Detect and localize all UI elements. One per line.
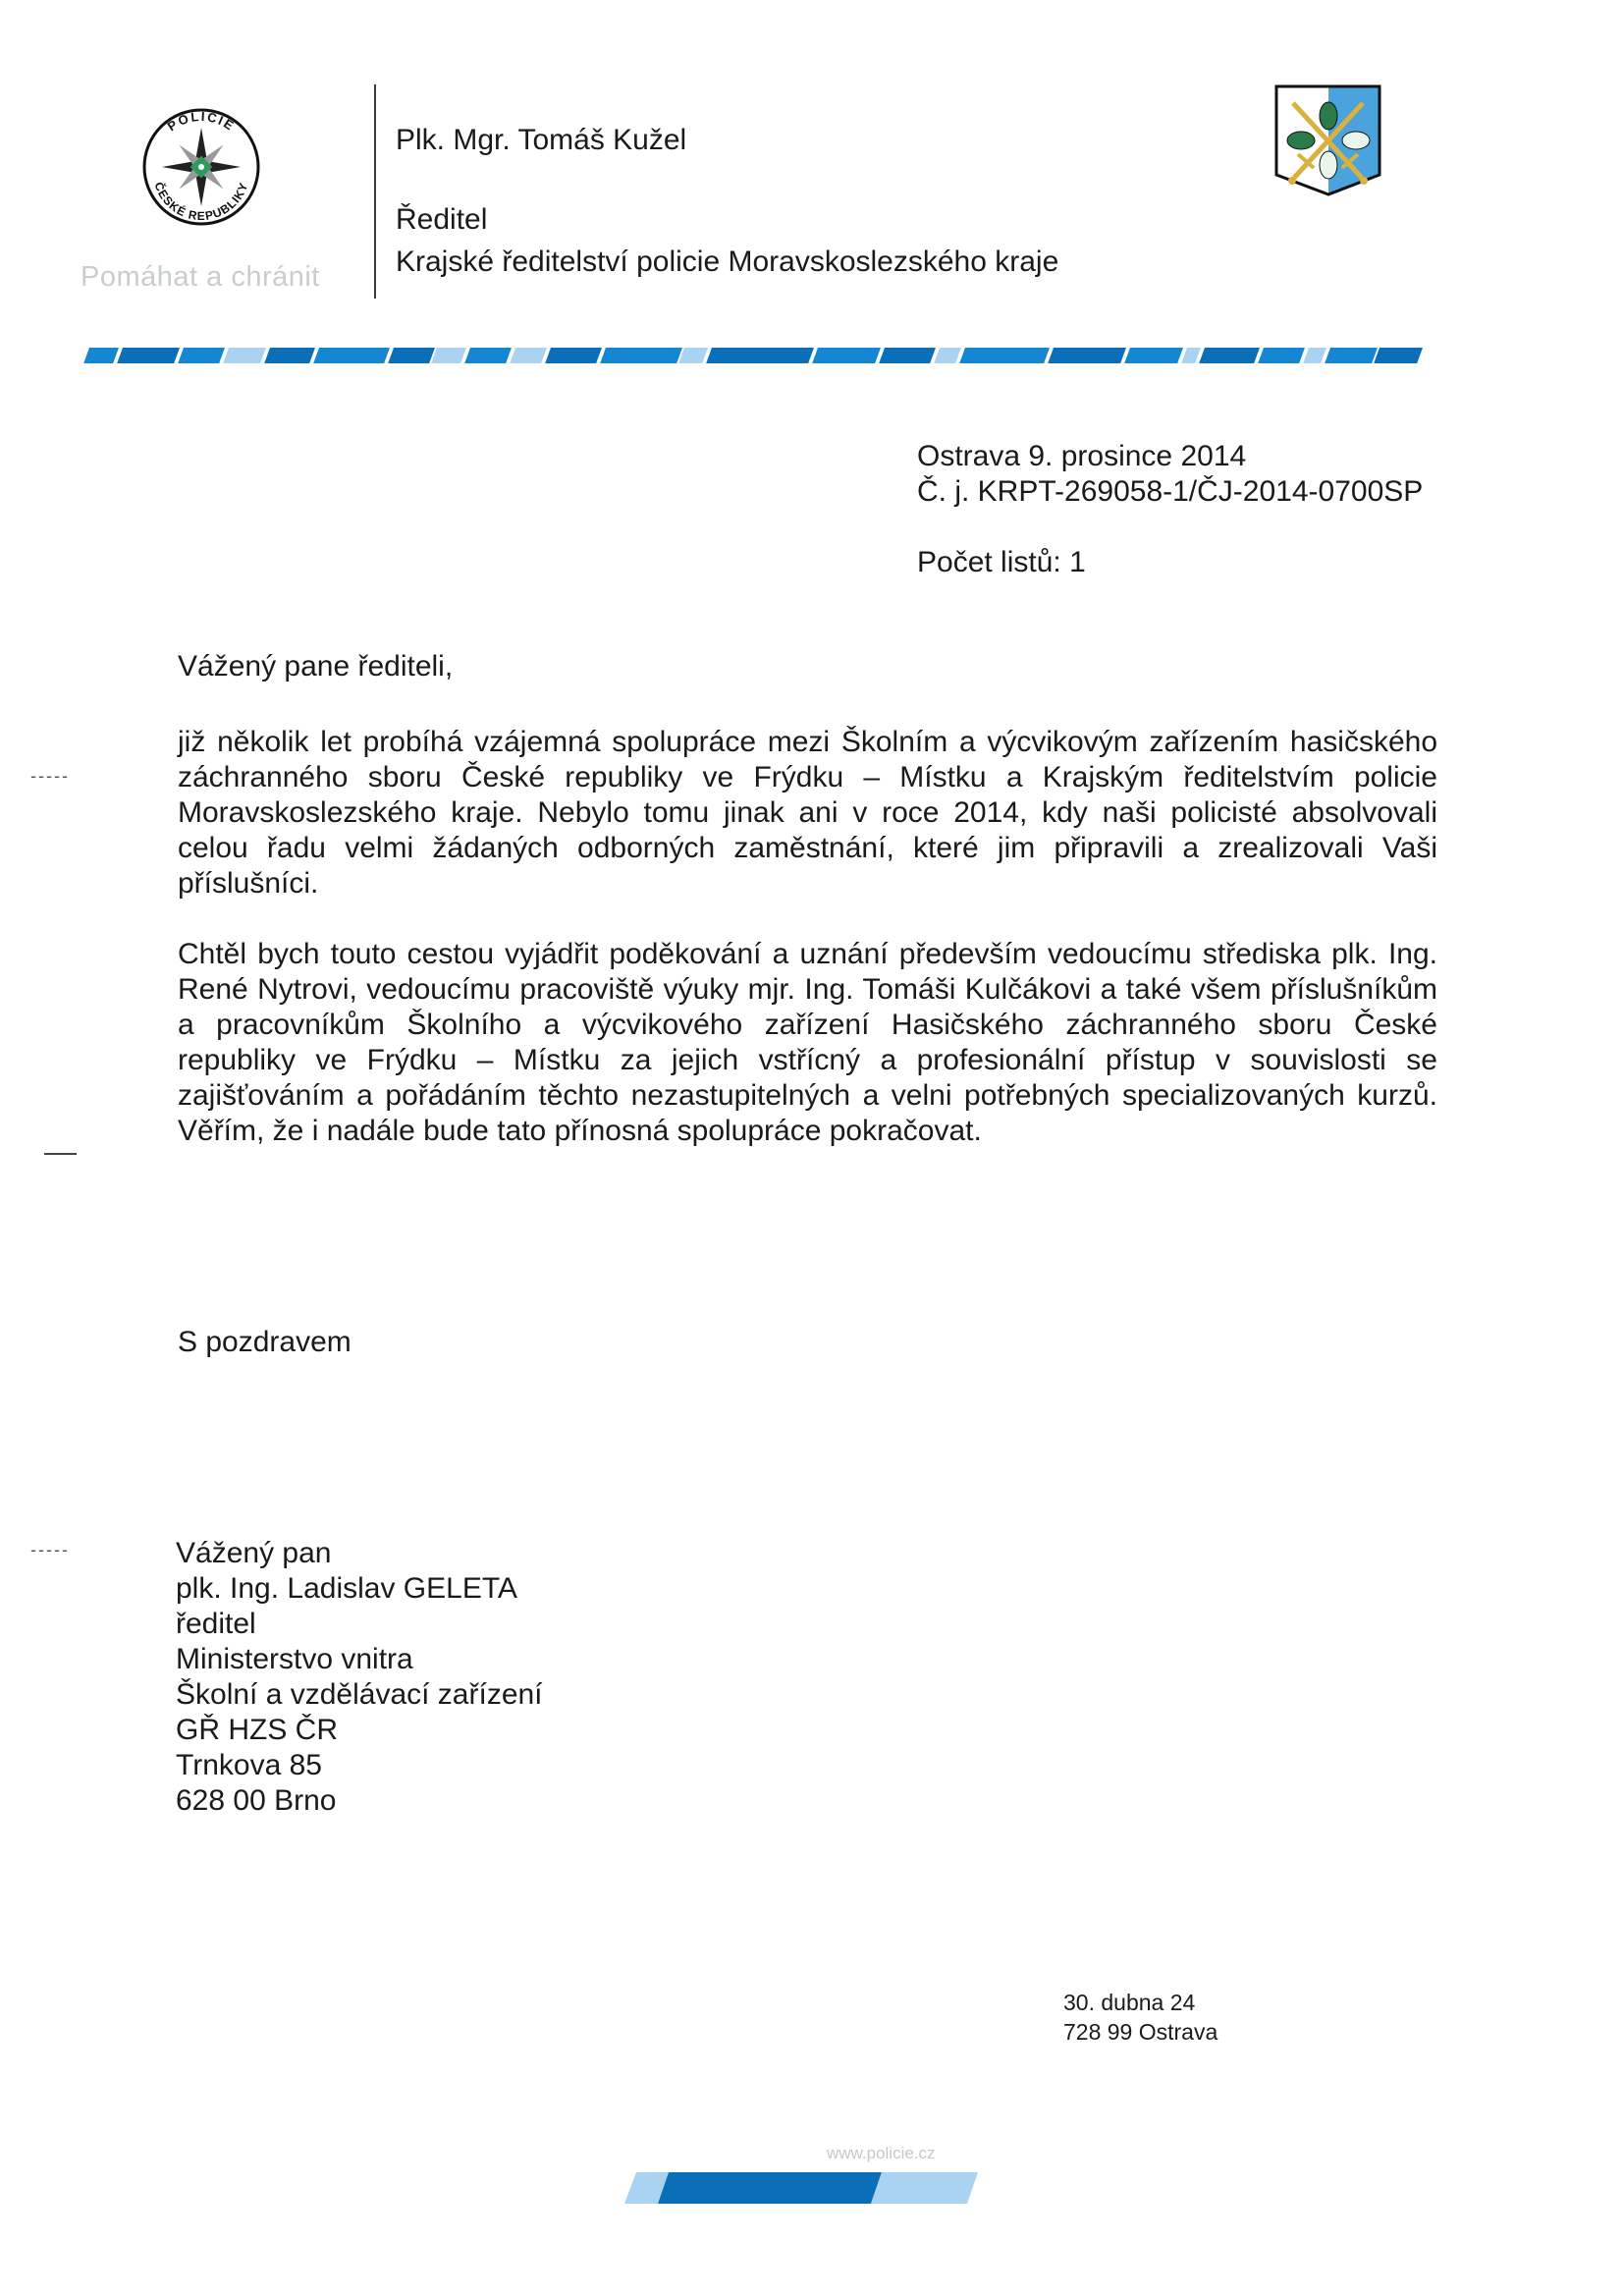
police-star-icon — [128, 93, 275, 241]
recipient-line: Školní a vzdělávací zařízení — [176, 1678, 543, 1711]
header-divider — [374, 84, 376, 299]
recipient-line: plk. Ing. Ladislav GELETA — [176, 1572, 517, 1605]
police-logo — [128, 93, 275, 241]
recipient-line: Trnkova 85 — [176, 1749, 322, 1781]
salutation: Vážený pane řediteli, — [178, 650, 454, 683]
paragraph-text: Chtěl bych touto cestou vyjádřit poděkování a uznání především vedoucímu střediska plk. Ing. René Nytrovi, vedoucímu pracoviště výuky mjr. Ing. Tomáši Kulčákovi a také všem příslušníkům a pracovníkům Školního a výcvikového zařízení Hasičského záchranného sboru České republiky ve Frýdku – Místku za jejich vstřícný a profesionální přístup v souvislosti se zajišťováním a pořádáním těchto nezastupitelných a velni potřebných specializovaných kurzů. Věřím, že i nadále bude tato přínosná spolupráce pokračovat. — [178, 938, 1437, 1147]
closing: S pozdravem — [178, 1326, 352, 1358]
sender-city: 728 99 Ostrava — [1063, 2019, 1218, 2045]
body-paragraph-2 — [178, 937, 1437, 1149]
fold-mark-bottom: ----- — [30, 1540, 70, 1559]
recipient-line: Vážený pan — [176, 1537, 332, 1569]
recipient-line: ředitel — [176, 1608, 256, 1640]
sender-street: 30. dubna 24 — [1063, 1990, 1196, 2015]
svg-text:ČESKÉ REPUBLIKY: ČESKÉ REPUBLIKY — [151, 180, 251, 224]
svg-text:POLICIE: POLICIE — [164, 108, 239, 135]
sender-title: Ředitel — [396, 203, 488, 236]
punch-mark — [44, 1153, 77, 1155]
place-date: Ostrava 9. prosince 2014 — [917, 440, 1247, 472]
header-stripe — [83, 348, 1424, 363]
recipient-line: Ministerstvo vnitra — [176, 1643, 413, 1675]
coat-of-arms-icon — [1271, 82, 1384, 199]
footer-stripe — [624, 2172, 978, 2204]
sheet-count: Počet listů: 1 — [917, 546, 1086, 578]
slogan: Pomáhat a chránit — [81, 261, 320, 293]
sender-address — [1063, 1988, 1217, 2047]
body-paragraph-1 — [178, 725, 1437, 902]
website-link[interactable]: www.policie.cz — [827, 2144, 936, 2162]
paragraph-text: již několik let probíhá vzájemná spolupráce mezi Školním a výcvikovým zařízením hasičského záchranného sboru České republiky ve Frýdku – Místku a Krajským ředitelstvím policie Moravskoslezského kraje. Nebylo tomu jinak ani v roce 2014, kdy naši policisté absolvovali celou řadu velmi žádaných odborných zaměstnání, které jim připravili a zrealizovali Vaši příslušníci. — [178, 726, 1437, 900]
recipient-line: 628 00 Brno — [176, 1784, 337, 1817]
recipient-address — [176, 1536, 543, 1819]
fold-mark-top: ----- — [30, 766, 70, 786]
reference-number: Č. j. KRPT-269058-1/ČJ-2014-0700SP — [917, 475, 1424, 508]
regional-coat-of-arms — [1271, 82, 1384, 199]
sender-name: Plk. Mgr. Tomáš Kužel — [396, 124, 687, 156]
sender-organization: Krajské ředitelství policie Moravskoslezského kraje — [396, 246, 1059, 278]
recipient-line: GŘ HZS ČR — [176, 1714, 338, 1746]
